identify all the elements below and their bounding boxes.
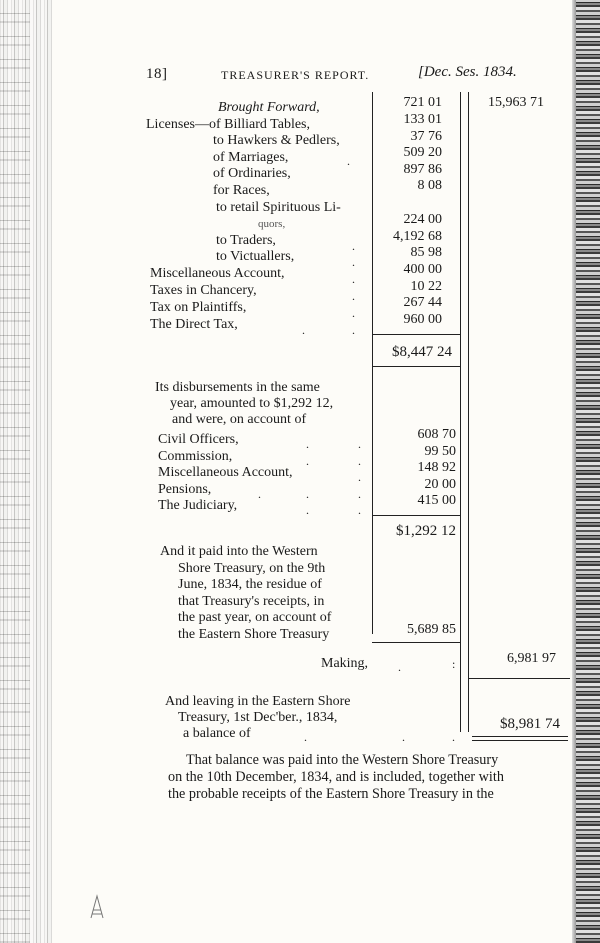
- license-item-label: of Marriages,: [213, 150, 289, 165]
- closing-line: on the 10th December, 1834, and is included, together with: [168, 769, 504, 785]
- leader-dot: .: [358, 487, 361, 501]
- other-item-label: Taxes in Chancery,: [150, 283, 257, 298]
- scan-noise-left: [0, 0, 30, 943]
- western-shore-line: the Eastern Shore Treasury: [178, 627, 330, 642]
- disbursement-amount: 20 00: [424, 477, 456, 492]
- license-item-amount: 8 08: [417, 178, 442, 193]
- licenses-billiard-label: Licenses—of Billiard Tables,: [146, 117, 311, 132]
- disbursement-amount: 415 00: [417, 493, 456, 508]
- disbursement-amount: 99 50: [424, 444, 456, 459]
- making-label: Making,: [321, 656, 369, 671]
- license-item-label: quors,: [258, 218, 286, 230]
- disbursements-rule: [372, 515, 460, 516]
- leader-dot: .: [452, 730, 455, 744]
- scan-mark-icon: [88, 892, 106, 920]
- other-item-amount: 10 22: [410, 279, 442, 294]
- leader-dot: .: [352, 289, 355, 303]
- leader-dot: .: [358, 454, 361, 468]
- license-item-amount: 37 76: [410, 129, 442, 144]
- license-item-label: to Hawkers & Pedlers,: [213, 133, 340, 148]
- disbursement-label: Civil Officers,: [158, 432, 239, 447]
- western-shore-line: And it paid into the Western: [160, 544, 318, 559]
- leader-dot: .: [352, 255, 355, 269]
- disbursement-intro: year, amounted to $1,292 12,: [170, 396, 334, 411]
- brought-forward-total: 15,963 71: [488, 95, 544, 110]
- leader-dot: .: [306, 454, 309, 468]
- license-item-label: to retail Spirituous Li-: [216, 200, 341, 215]
- balance-rule-bottom: [472, 740, 568, 741]
- brought-forward-label: Brought Forward,: [218, 100, 320, 115]
- western-shore-line: Shore Treasury, on the 9th: [178, 561, 326, 576]
- disbursement-label: The Judiciary,: [158, 498, 238, 513]
- brought-forward-amount: 721 01: [403, 95, 442, 110]
- balance-amount: $8,981 74: [500, 716, 560, 732]
- leader-dot: .: [306, 437, 309, 451]
- license-item-label: for Races,: [213, 183, 270, 198]
- leader-dot: :: [452, 657, 456, 671]
- making-total: 6,981 97: [507, 651, 556, 666]
- other-item-amount: 960 00: [403, 312, 442, 327]
- leader-dot: .: [302, 323, 305, 337]
- leader-dot: .: [304, 730, 307, 744]
- license-item-amount: 224 00: [403, 212, 442, 227]
- receipts-subtotal: $8,447 24: [392, 344, 452, 360]
- leader-dot: .: [306, 503, 309, 517]
- disbursements-subtotal: $1,292 12: [396, 523, 456, 539]
- disbursement-intro: and were, on account of: [172, 412, 307, 427]
- leader-dot: .: [306, 487, 309, 501]
- western-shore-amount: 5,689 85: [407, 622, 456, 637]
- other-item-amount: 400 00: [403, 262, 442, 277]
- leader-dot: .: [358, 503, 361, 517]
- closing-line: That balance was paid into the Western Shore Treasury: [186, 752, 499, 768]
- disbursement-label: Commission,: [158, 449, 233, 464]
- receipts-rule-bottom: [372, 366, 460, 367]
- leader-dot: .: [358, 470, 361, 484]
- billiard-amount: 133 01: [403, 112, 442, 127]
- making-rule: [468, 678, 570, 679]
- receipts-rule: [372, 334, 460, 335]
- column-rule-right: [468, 92, 469, 732]
- disbursement-label: Pensions,: [158, 482, 212, 497]
- western-shore-rule: [372, 642, 460, 643]
- running-title: TREASURER'S REPORT.: [221, 68, 370, 82]
- license-item-label: of Ordinaries,: [213, 166, 291, 181]
- leader-dot: .: [398, 660, 401, 674]
- balance-line: a balance of: [183, 726, 251, 741]
- license-item-amount: 897 86: [403, 162, 442, 177]
- balance-line: And leaving in the Eastern Shore: [165, 694, 351, 709]
- leader-dot: .: [258, 487, 261, 501]
- closing-line: the probable receipts of the Eastern Shore Treasury in the: [168, 786, 494, 802]
- leader-dot: .: [352, 272, 355, 286]
- license-item-amount: 509 20: [403, 145, 442, 160]
- other-item-label: The Direct Tax,: [150, 317, 238, 332]
- balance-line: Treasury, 1st Dec'ber., 1834,: [178, 710, 338, 725]
- license-item-amount: 4,192 68: [393, 229, 442, 244]
- license-item-label: to Victuallers,: [216, 249, 295, 264]
- scan-edge-right: [576, 0, 600, 943]
- leader-dot: .: [352, 323, 355, 337]
- disbursement-intro: Its disbursements in the same: [155, 380, 320, 395]
- western-shore-line: that Treasury's receipts, in: [178, 594, 325, 609]
- leader-dot: .: [347, 154, 350, 168]
- disbursement-amount: 148 92: [417, 460, 456, 475]
- leader-dot: .: [352, 239, 355, 253]
- column-rule-middle: [460, 92, 461, 732]
- western-shore-line: June, 1834, the residue of: [178, 577, 322, 592]
- leader-dot: .: [402, 730, 405, 744]
- disbursement-label: Miscellaneous Account,: [158, 465, 293, 480]
- leader-dot: .: [358, 437, 361, 451]
- leader-dot: .: [352, 306, 355, 320]
- other-item-amount: 267 44: [403, 295, 442, 310]
- other-item-label: Miscellaneous Account,: [150, 266, 285, 281]
- balance-rule-top: [472, 736, 568, 737]
- license-item-label: to Traders,: [216, 233, 276, 248]
- other-item-label: Tax on Plaintiffs,: [150, 300, 247, 315]
- license-item-amount: 85 98: [410, 245, 442, 260]
- disbursement-amount: 608 70: [417, 427, 456, 442]
- session-date: [Dec. Ses. 1834.: [418, 64, 517, 80]
- western-shore-line: the past year, on account of: [178, 610, 332, 625]
- page-number: 18]: [146, 66, 168, 82]
- column-rule-left: [372, 92, 373, 634]
